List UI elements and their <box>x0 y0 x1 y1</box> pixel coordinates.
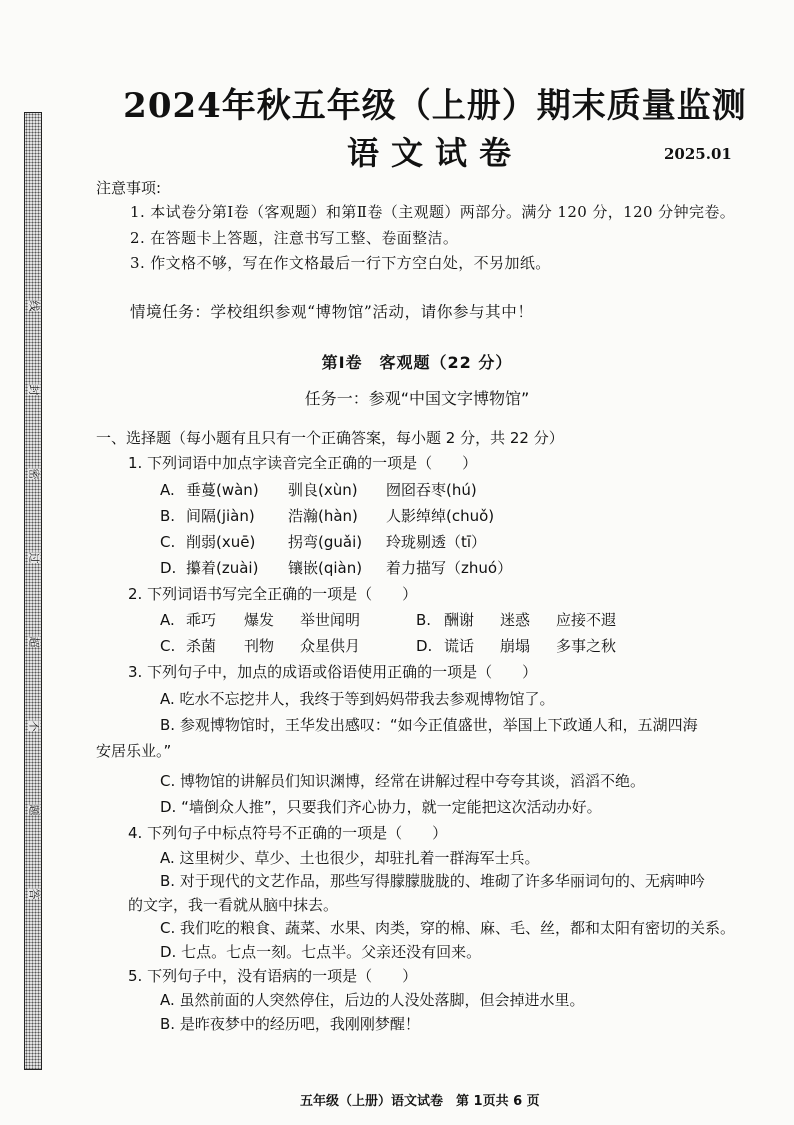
binding-word: 线 <box>27 300 40 312</box>
option-word: 人影绰绰(chuǒ) <box>386 507 495 525</box>
option-word: 玲珑剔透（tī） <box>386 533 487 551</box>
option-text: D. 七点。七点一刻。七点半。父亲还没有回来。 <box>160 943 482 961</box>
option-word: 囫囵吞枣(hú) <box>386 481 477 499</box>
option-word: 爆发 <box>244 611 275 629</box>
situation-task: 情境任务：学校组织参观“博物馆”活动，请你参与其中！ <box>130 303 534 321</box>
option-word: 垂蔓(wàn) <box>186 481 259 499</box>
question-stem: 4. 下列句子中标点符号不正确的一项是（ ） <box>128 824 448 842</box>
part-heading: 一、选择题（每小题有且只有一个正确答案，每小题 2 分，共 22 分） <box>96 429 564 447</box>
option-word: 攥着(zuài) <box>186 559 259 577</box>
option-text: D. “墙倒众人推”，只要我们齐心协力，就一定能把这次活动办好。 <box>160 798 602 816</box>
option-word: 众星供月 <box>300 637 361 655</box>
binding-word: 超 <box>27 636 40 648</box>
option-text: C. 我们吃的粮食、蔬菜、水果、肉类，穿的棉、麻、毛、丝，都和太阳有密切的关系。 <box>160 919 736 937</box>
option-word: 杀菌 <box>186 637 217 655</box>
option-text: B. 对于现代的文艺作品，那些写得朦朦胧胧的、堆砌了许多华丽词句的、无病呻吟 <box>160 872 705 890</box>
notice-item: 2. 在答题卡上答题，注意书写工整、卷面整洁。 <box>130 229 459 247</box>
option-word: 应接不遐 <box>556 611 617 629</box>
question-stem: 1. 下列词语中加点字读音完全正确的一项是（ ） <box>128 454 478 472</box>
option-word: 拐弯(guǎi) <box>288 533 363 551</box>
option-label: B. <box>160 507 176 525</box>
option-label: A. <box>160 481 175 499</box>
page-footer: 五年级（上册）语文试卷 第 1页共 6 页 <box>300 1094 540 1109</box>
option-label: D. <box>416 637 433 655</box>
option-word: 刊物 <box>244 637 275 655</box>
option-word: 酬谢 <box>444 611 475 629</box>
option-word: 崩塌 <box>500 637 531 655</box>
option-word: 镶嵌(qiàn) <box>288 559 363 577</box>
option-word: 乖巧 <box>186 611 217 629</box>
question-stem: 3. 下列句子中，加点的成语或俗语使用正确的一项是（ ） <box>128 663 538 681</box>
option-text-continued: 的文字，我一看就从脑中抹去。 <box>128 896 339 914</box>
exam-subject: 语文试卷 <box>346 134 523 172</box>
option-label: D. <box>160 559 177 577</box>
option-label: C. <box>160 637 176 655</box>
option-text: A. 这里树少、草少、土也很少，却驻扎着一群海军士兵。 <box>160 849 540 867</box>
option-text: A. 虽然前面的人突然停住，后边的人没处落脚，但会掉进水里。 <box>160 991 585 1009</box>
notice-heading: 注意事项: <box>96 179 162 197</box>
option-word: 浩瀚(hàn) <box>288 507 358 525</box>
option-text: C. 博物馆的讲解员们知识渊博，经常在讲解过程中夸夸其谈，滔滔不绝。 <box>160 772 646 790</box>
option-word: 举世闻明 <box>300 611 361 629</box>
task-heading: 任务一：参观“中国文字博物馆” <box>304 389 530 408</box>
binding-word: 密 <box>27 468 40 480</box>
option-word: 间隔(jiàn) <box>186 507 255 525</box>
notice-item: 1. 本试卷分第Ⅰ卷（客观题）和第Ⅱ卷（主观题）两部分。满分 120 分，120 分钟完卷。 <box>130 203 736 221</box>
option-label: B. <box>416 611 432 629</box>
option-text: B. 是昨夜梦中的经历吧，我刚刚梦醒！ <box>160 1015 420 1033</box>
option-word: 谎话 <box>444 637 475 655</box>
option-text: A. 吃水不忘挖井人，我终于等到妈妈带我去参观博物馆了。 <box>160 690 555 708</box>
option-label: A. <box>160 611 175 629</box>
notice-item: 3. 作文格不够，写在作文格最后一行下方空白处，不另加纸。 <box>130 254 551 272</box>
binding-word: 封 <box>27 384 40 396</box>
option-label: C. <box>160 533 176 551</box>
exam-title: 2024年秋五年级（上册）期末质量监测 <box>123 86 747 126</box>
section-heading: 第Ⅰ卷 客观题（22 分） <box>321 353 513 372</box>
binding-word: 题 <box>27 804 40 816</box>
question-stem: 5. 下列句子中，没有语病的一项是（ ） <box>128 967 418 985</box>
binding-word: 答 <box>27 888 40 900</box>
option-word: 驯良(xùn) <box>288 481 358 499</box>
option-word: 迷惑 <box>500 611 531 629</box>
option-text-continued: 安居乐业。” <box>96 742 172 760</box>
option-word: 着力描写（zhuó） <box>386 559 513 577</box>
binding-word: 不 <box>27 720 40 732</box>
option-word: 削弱(xuē) <box>186 533 256 551</box>
option-word: 多事之秋 <box>556 637 617 655</box>
exam-date: 2025.01 <box>664 145 732 163</box>
question-stem: 2. 下列词语书写完全正确的一项是（ ） <box>128 585 418 603</box>
binding-word: 过 <box>27 552 40 564</box>
option-text: B. 参观博物馆时，王华发出感叹：“如今正值盛世，举国上下政通人和，五湖四海 <box>160 716 698 734</box>
